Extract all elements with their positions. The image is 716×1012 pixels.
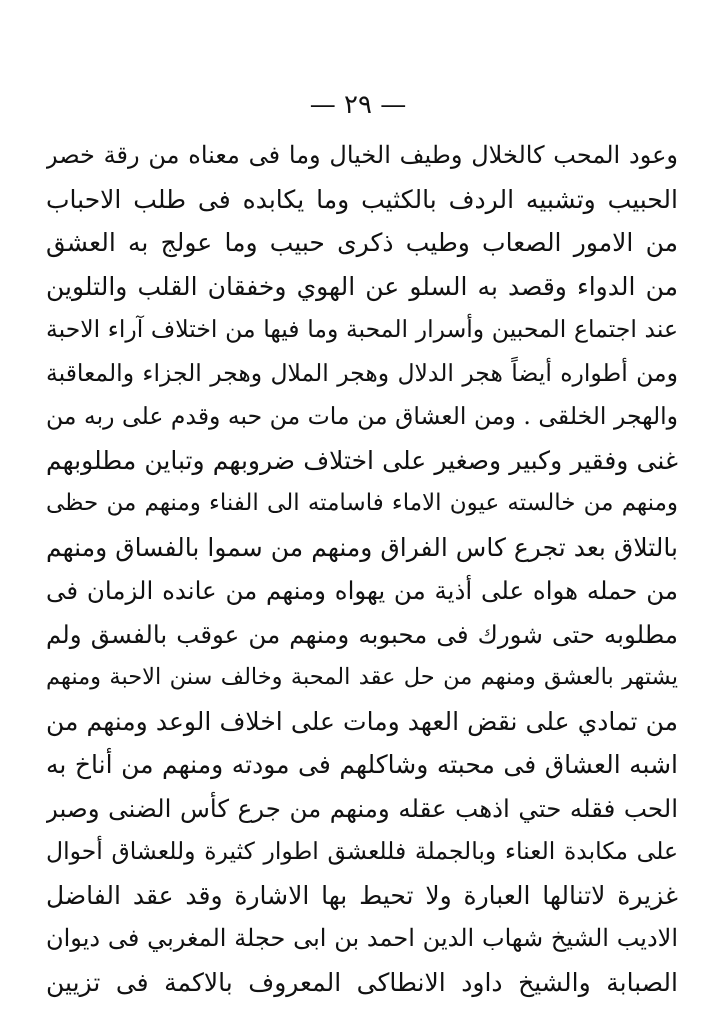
text-line: من الامور الصعاب وطيب ذكرى حبيب وما عولج به العشق: [46, 228, 678, 257]
text-line: الاديب الشيخ شهاب الدين احمد بن ابى حجلة المغربي فى ديوان: [46, 924, 678, 952]
text-line: اشبه العشاق فى محبته وشاكلهم فى مودته ومنهم من أناخ به: [46, 750, 678, 779]
body-text: [46, 134, 678, 1004]
text-line: عند اجتماع المحبين وأسرار المحبة وما فيها من اختلاف آراء الاحبة: [46, 315, 678, 343]
text-line: والهجر الخلقى . ومن العشاق من مات من حبه وقدم على ربه من: [46, 402, 678, 430]
text-line: الحبيب وتشبيه الردف بالكثيب وما يكابده فى طلب الاحباب: [46, 184, 678, 214]
text-line: من الدواء وقصد به السلو عن الهوي وخفقان القلب والتلوين: [46, 271, 678, 301]
text-line: غزيرة لاتنالها العبارة ولا تحيط بها الاشارة وقد عقد الفاضل: [46, 880, 678, 910]
text-line: ومن أطواره أيضاً هجر الدلال وهجر الملال وهجر الجزاء والمعاقبة: [46, 358, 678, 387]
text-line: يشتهر بالعشق ومنهم من حل عقد المحبة وخالف سنن الاحبة ومنهم: [46, 664, 678, 690]
text-line: على مكابدة العناء وبالجملة فللعشق اطوار كثيرة وللعشاق أحوال: [46, 837, 678, 865]
text-line: الحب فقله حتي اذهب عقله ومنهم من جرع كأس الضنى وصبر: [46, 793, 678, 823]
text-line: ومنهم من خالسته عيون الاماء فاسامته الى الفناء ومنهم من حظى: [46, 490, 678, 516]
text-line: من حمله هواه على أذية من يهواه ومنهم من عانده الزمان فى: [46, 576, 678, 605]
text-line: من تمادي على نقض العهد ومات على اخلاف الوعد ومنهم من: [46, 706, 678, 736]
text-line: مطلوبه حتى شورك فى محبوبه ومنهم من عوقب بالفسق ولم: [46, 619, 678, 649]
text-line: بالتلاق بعد تجرع كاس الفراق ومنهم من سموا بالفساق ومنهم: [46, 532, 678, 562]
page-number-header: — ٢٩ —: [309, 90, 407, 120]
text-line: غنى وفقير وكبير وصغير على اختلاف ضروبهم وتباين مطلوبهم: [46, 445, 678, 475]
text-line: الصبابة والشيخ داود الانطاكى المعروف بالاكمة فى تزيين: [46, 967, 678, 997]
text-line: وعود المحب كالخلال وطيف الخيال وما فى معناه من رقة خصر: [46, 141, 678, 169]
